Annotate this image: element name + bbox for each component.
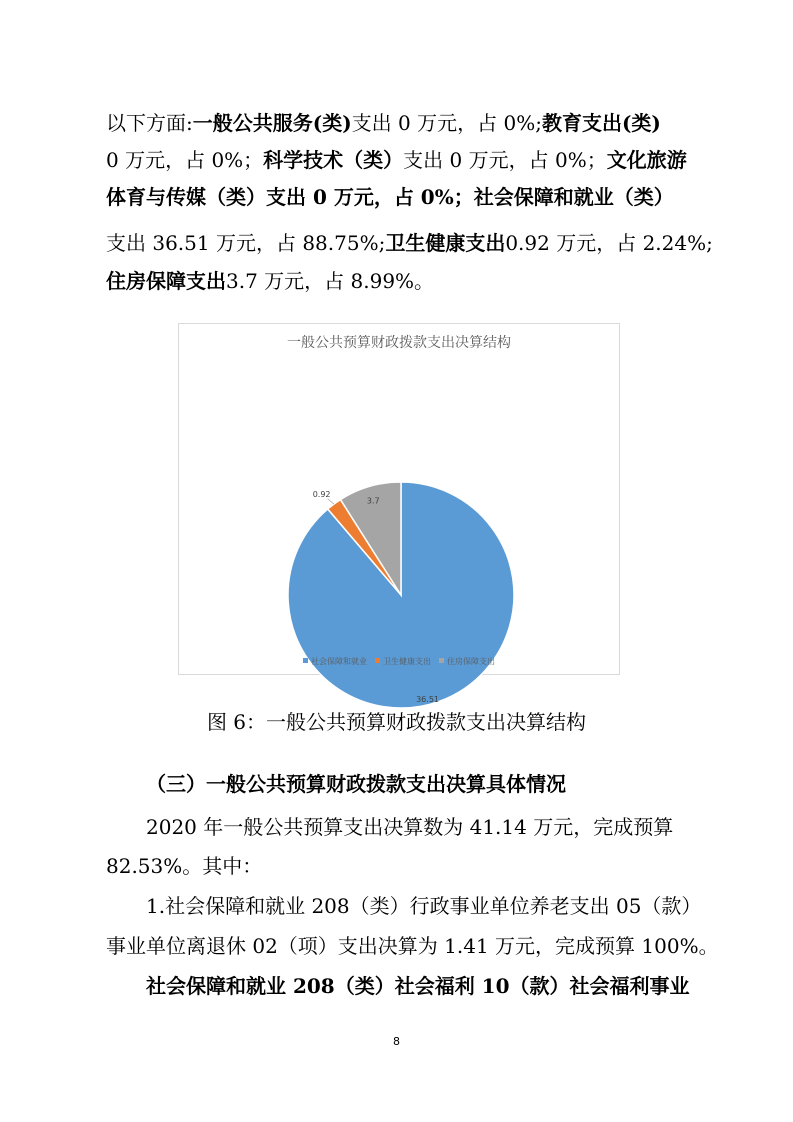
data-label-3: 3.7 bbox=[366, 496, 380, 506]
legend-swatch-2 bbox=[375, 658, 380, 663]
data-label-1: 36.51 bbox=[416, 695, 440, 705]
text-line-3: 体育与传媒（类）支出 0 万元，占 0%；社会保障和就业（类） bbox=[106, 185, 674, 209]
legend-item-2 bbox=[375, 656, 431, 667]
pie-chart bbox=[178, 323, 620, 705]
leader-line-2 bbox=[328, 499, 334, 504]
legend-label-2: 卫生健康支出 bbox=[383, 657, 431, 666]
section-p1-line-2: 82.53%。其中： bbox=[106, 854, 263, 878]
legend-swatch-3 bbox=[439, 658, 444, 663]
text-line-2: 0 万元，占 0%；科学技术（类）支出 0 万元，占 0%；文化旅游 bbox=[106, 148, 687, 172]
section-p1-line-1: 2020 年一般公共预算支出决算数为 41.14 万元，完成预算 bbox=[146, 815, 674, 839]
chart-title: 一般公共预算财政拨款支出决算结构 bbox=[287, 335, 511, 351]
page-number: 8 bbox=[393, 1035, 400, 1048]
legend-swatch-1 bbox=[303, 658, 308, 663]
text-line-5: 住房保障支出3.7 万元，占 8.99%。 bbox=[106, 269, 435, 293]
text-line-4: 支出 36.51 万元，占 88.75%;卫生健康支出0.92 万元，占 2.24%; bbox=[106, 231, 713, 255]
section-p2-line-2: 事业单位离退休 02（项）支出决算为 1.41 万元，完成预算 100%。 bbox=[106, 934, 719, 958]
text-line-1: 以下方面:一般公共服务(类)支出 0 万元，占 0%;教育支出(类) bbox=[106, 111, 661, 135]
legend-label-3: 住房保障支出 bbox=[447, 657, 495, 666]
data-label-2: 0.92 bbox=[312, 489, 331, 499]
section-p2-line-1: 1.社会保障和就业 208（类）行政事业单位养老支出 05（款） bbox=[146, 894, 702, 918]
legend-label-1: 社会保障和就业 bbox=[311, 657, 367, 666]
section-p3-line-1: 社会保障和就业 208（类）社会福利 10（款）社会福利事业 bbox=[146, 974, 690, 998]
figure-caption: 图 6：一般公共预算财政拨款支出决算结构 bbox=[206, 710, 587, 734]
chart-legend bbox=[179, 656, 619, 667]
legend-item-1 bbox=[303, 656, 367, 667]
section-heading: （三）一般公共预算财政拨款支出决算具体情况 bbox=[146, 772, 566, 796]
pie-chart-svg bbox=[179, 324, 619, 705]
legend-item-3 bbox=[439, 656, 495, 667]
